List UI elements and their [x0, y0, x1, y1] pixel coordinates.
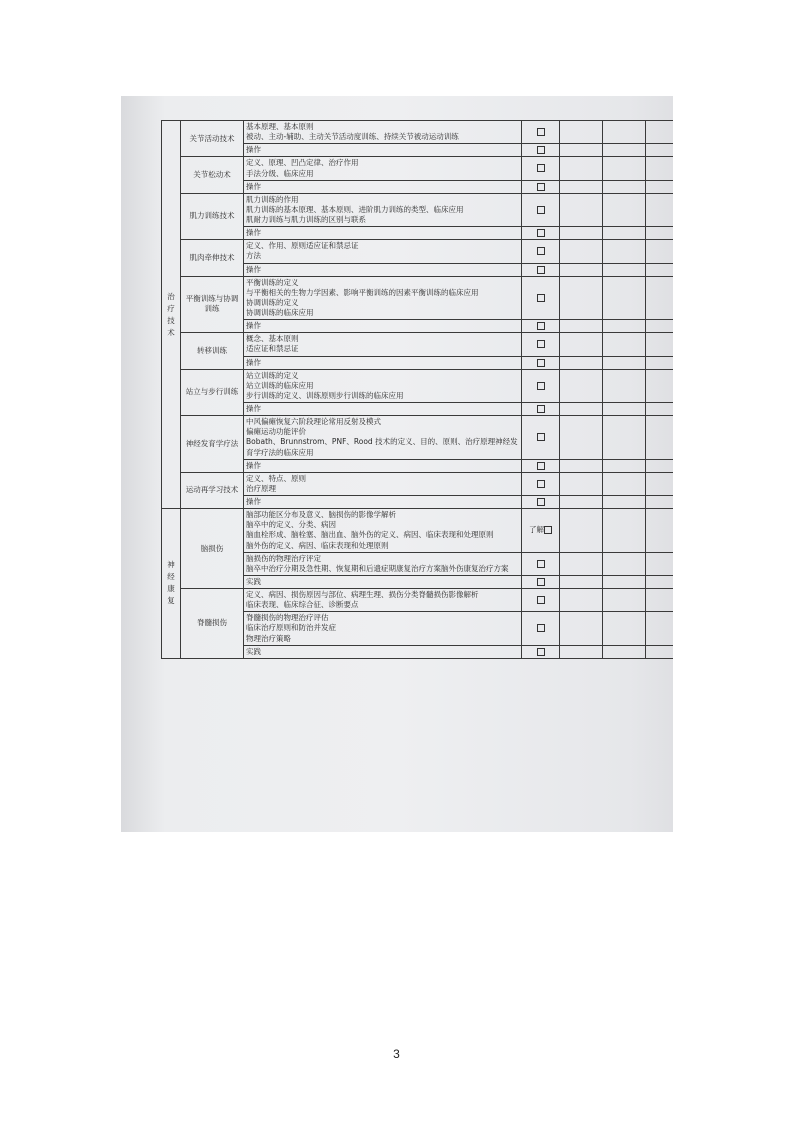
content-line: 方法	[246, 251, 261, 261]
topic-name: 平衡训练与协调训练	[185, 294, 239, 314]
blank-cell	[646, 509, 674, 553]
section-area-label: 神经康复	[167, 560, 175, 606]
blank-cell	[560, 276, 603, 320]
table-row	[162, 193, 674, 226]
content-cell	[244, 472, 522, 495]
checkbox[interactable]	[537, 266, 545, 274]
content-line: 脑卒中治疗分期及急性期、恢复期和后遗症期康复治疗方案脑外伤康复治疗方案	[246, 563, 509, 573]
blank-cell	[646, 144, 674, 157]
blank-cell	[603, 356, 646, 369]
blank-cell	[646, 496, 674, 509]
content-line: 操作	[246, 264, 261, 274]
blank-cell	[603, 496, 646, 509]
content-line: 肌力训练的作用	[246, 194, 299, 204]
topic-name: 站立与步行训练	[185, 387, 239, 397]
blank-cell	[603, 333, 646, 356]
checkbox[interactable]	[537, 480, 545, 488]
blank-cell	[560, 509, 603, 553]
blank-cell	[603, 227, 646, 240]
checkbox[interactable]	[537, 146, 545, 154]
checkbox[interactable]	[537, 648, 545, 656]
content-line: Bobath、Brunnstrom、PNF、Rood 技术的定义、目的、原则、治疗原理神经发育学疗法的临床应用	[246, 437, 518, 457]
table-row	[162, 369, 674, 402]
checkbox[interactable]	[537, 340, 545, 348]
content-line: 平衡训练的定义	[246, 277, 299, 287]
requirement-cell	[522, 369, 560, 402]
table-row	[162, 333, 674, 356]
blank-cell	[560, 575, 603, 588]
requirement-cell	[522, 356, 560, 369]
blank-cell	[560, 552, 603, 575]
blank-cell	[560, 227, 603, 240]
blank-cell	[560, 356, 603, 369]
blank-cell	[603, 180, 646, 193]
content-cell	[244, 240, 522, 263]
blank-cell	[603, 612, 646, 645]
blank-cell	[560, 193, 603, 226]
checkbox[interactable]	[537, 624, 545, 632]
scanned-page-photo	[121, 96, 673, 832]
requirement-label: 了解	[529, 525, 544, 535]
content-cell	[244, 263, 522, 276]
topic-name: 关节活动技术	[189, 133, 235, 143]
checkbox[interactable]	[537, 128, 545, 136]
content-cell	[244, 157, 522, 180]
requirement-cell	[522, 612, 560, 645]
topic-name: 关节松动术	[193, 170, 231, 179]
requirement-cell	[522, 403, 560, 416]
blank-cell	[646, 552, 674, 575]
topic-name: 脊髓损伤	[197, 618, 227, 628]
syllabus-table	[161, 120, 673, 659]
topic-name-cell	[181, 157, 244, 193]
requirement-cell	[522, 496, 560, 509]
requirement-cell	[522, 333, 560, 356]
section-area-label: 治疗技术	[167, 291, 175, 337]
table-row	[162, 121, 674, 144]
requirement-cell	[522, 263, 560, 276]
content-cell	[244, 416, 522, 460]
content-line: 基本原理、基本原则	[246, 122, 314, 131]
content-cell	[244, 552, 522, 575]
content-line: 治疗原理	[246, 483, 276, 493]
section-area-cell	[162, 121, 181, 509]
requirement-cell	[522, 645, 560, 658]
blank-cell	[603, 193, 646, 226]
blank-cell	[603, 320, 646, 333]
table-row	[162, 240, 674, 263]
topic-name: 运动再学习技术	[185, 485, 239, 495]
blank-cell	[646, 645, 674, 658]
blank-cell	[603, 157, 646, 180]
content-cell	[244, 227, 522, 240]
blank-cell	[646, 356, 674, 369]
checkbox[interactable]	[537, 359, 545, 367]
checkbox[interactable]	[537, 247, 545, 255]
checkbox[interactable]	[537, 206, 545, 214]
blank-cell	[560, 589, 603, 612]
checkbox[interactable]	[537, 183, 545, 191]
requirement-cell	[522, 552, 560, 575]
requirement-cell	[522, 180, 560, 193]
checkbox[interactable]	[537, 462, 545, 470]
topic-name-cell	[181, 369, 244, 416]
content-cell	[244, 369, 522, 402]
blank-cell	[646, 263, 674, 276]
blank-cell	[603, 403, 646, 416]
content-line: 中风偏瘫恢复六阶段理论常用反射及模式	[246, 417, 381, 427]
blank-cell	[646, 227, 674, 240]
checkbox[interactable]	[537, 596, 545, 604]
content-cell	[244, 356, 522, 369]
content-line: 协调训练的临床应用	[246, 308, 314, 317]
section-area-cell	[162, 509, 181, 659]
topic-name: 肌力训练技术	[189, 211, 235, 221]
checkbox[interactable]	[537, 382, 545, 390]
content-line: 操作	[246, 145, 261, 155]
content-line: 临床表现、临床综合征、诊断要点	[246, 600, 359, 610]
requirement-cell	[522, 276, 560, 320]
content-cell	[244, 276, 522, 320]
checkbox[interactable]	[537, 229, 545, 237]
requirement-cell	[522, 240, 560, 263]
topic-name-cell	[181, 589, 244, 659]
requirement-cell	[522, 157, 560, 180]
requirement-cell	[522, 589, 560, 612]
blank-cell	[646, 333, 674, 356]
content-line: 脑血栓形成、脑栓塞、脑出血、脑外伤的定义、病因、临床表现和处理原则	[246, 530, 494, 540]
content-line: 偏瘫运动功能评价	[246, 427, 306, 437]
table-row	[162, 509, 674, 553]
checkbox[interactable]	[537, 498, 545, 506]
content-cell	[244, 589, 522, 612]
content-line: 适应证和禁忌证	[246, 344, 299, 354]
blank-cell	[560, 403, 603, 416]
checkbox[interactable]	[537, 433, 545, 441]
content-line: 协调训练的定义	[246, 297, 299, 307]
content-line: 定义、作用、原则适应证和禁忌证	[246, 241, 359, 251]
blank-cell	[646, 369, 674, 402]
content-line: 步行训练的定义、训练原则步行训练的临床应用	[246, 390, 404, 400]
blank-cell	[646, 403, 674, 416]
blank-cell	[603, 472, 646, 495]
blank-cell	[560, 612, 603, 645]
blank-cell	[560, 416, 603, 460]
topic-name: 肌肉牵伸技术	[189, 252, 235, 262]
blank-cell	[603, 416, 646, 460]
requirement-cell	[522, 121, 560, 144]
content-line: 操作	[246, 357, 261, 367]
table-row	[162, 157, 674, 180]
content-line: 物理治疗策略	[246, 633, 291, 643]
blank-cell	[603, 589, 646, 612]
topic-name-cell	[181, 509, 244, 589]
content-line: 实践	[246, 646, 261, 656]
content-cell	[244, 575, 522, 588]
content-line: 操作	[246, 404, 261, 413]
content-line: 操作	[246, 181, 261, 191]
content-cell	[244, 459, 522, 472]
topic-name: 转移训练	[197, 345, 227, 355]
content-line: 操作	[246, 321, 261, 331]
page-number: 3	[393, 1047, 400, 1061]
blank-cell	[646, 575, 674, 588]
checkbox[interactable]	[537, 405, 545, 413]
topic-name-cell	[181, 276, 244, 333]
blank-cell	[560, 472, 603, 495]
checkbox[interactable]	[544, 526, 552, 534]
blank-cell	[603, 575, 646, 588]
blank-cell	[560, 645, 603, 658]
blank-cell	[560, 320, 603, 333]
blank-cell	[646, 320, 674, 333]
checkbox[interactable]	[537, 322, 545, 330]
content-line: 肌力训练的基本原理、基本原则、进阶肌力训练的类型、临床应用	[246, 204, 464, 214]
content-line: 概念、基本原则	[246, 334, 299, 344]
topic-name-cell	[181, 416, 244, 473]
content-line: 临床治疗原则和防治并发症	[246, 623, 336, 633]
blank-cell	[646, 459, 674, 472]
blank-cell	[603, 552, 646, 575]
requirement-cell	[522, 144, 560, 157]
topic-name-cell	[181, 193, 244, 240]
blank-cell	[603, 144, 646, 157]
blank-cell	[560, 369, 603, 402]
blank-cell	[646, 472, 674, 495]
content-cell	[244, 144, 522, 157]
content-line: 手法分级、临床应用	[246, 168, 314, 178]
blank-cell	[560, 333, 603, 356]
blank-cell	[646, 121, 674, 144]
content-line: 站立训练的定义	[246, 370, 299, 380]
blank-cell	[560, 263, 603, 276]
blank-cell	[646, 589, 674, 612]
content-line: 脑卒中的定义、分类、病因	[246, 520, 336, 530]
checkbox[interactable]	[537, 560, 545, 568]
requirement-cell	[522, 227, 560, 240]
content-line: 被动、主动-辅助、主动关节活动度训练、持续关节被动运动训练	[246, 132, 459, 142]
content-line: 操作	[246, 497, 261, 506]
blank-cell	[560, 157, 603, 180]
checkbox[interactable]	[537, 578, 545, 586]
table-row	[162, 276, 674, 320]
content-line: 定义、特点、原则	[246, 473, 306, 483]
topic-name-cell	[181, 472, 244, 508]
blank-cell	[603, 263, 646, 276]
blank-cell	[646, 416, 674, 460]
blank-cell	[603, 276, 646, 320]
content-line: 脑部功能区分布及意义、脑损伤的影像学解析	[246, 510, 396, 520]
content-cell	[244, 193, 522, 226]
content-cell	[244, 333, 522, 356]
content-line: 定义、原理、凹凸定律、治疗作用	[246, 158, 359, 168]
content-line: 操作	[246, 228, 261, 238]
content-line: 与平衡相关的生物力学因素、影响平衡训练的因素平衡训练的临床应用	[246, 287, 479, 297]
blank-cell	[646, 612, 674, 645]
blank-cell	[603, 645, 646, 658]
content-line: 脊髓损伤的物理治疗评估	[246, 613, 329, 623]
topic-name-cell	[181, 333, 244, 369]
content-line: 脑外伤的定义、病因、临床表现和处理原则	[246, 540, 389, 550]
content-line: 定义、病因、损伤原因与部位、病理生理、损伤分类脊髓损伤影像解析	[246, 590, 479, 599]
checkbox[interactable]	[537, 164, 545, 172]
content-line: 肌耐力训练与肌力训练的区别与联系	[246, 215, 366, 224]
blank-cell	[646, 193, 674, 226]
blank-cell	[603, 509, 646, 553]
topic-name: 神经发育学疗法	[185, 438, 239, 448]
topic-name-cell	[181, 240, 244, 276]
content-cell	[244, 121, 522, 144]
blank-cell	[646, 180, 674, 193]
blank-cell	[646, 240, 674, 263]
content-line: 站立训练的临床应用	[246, 380, 314, 390]
content-cell	[244, 320, 522, 333]
content-cell	[244, 612, 522, 645]
table-row	[162, 416, 674, 460]
syllabus-table-body	[162, 121, 674, 659]
topic-name: 脑损伤	[200, 543, 224, 553]
content-line: 脑损伤的物理治疗评定	[246, 553, 321, 563]
requirement-cell	[522, 472, 560, 495]
blank-cell	[603, 369, 646, 402]
topic-name-cell	[181, 121, 244, 157]
requirement-cell	[522, 320, 560, 333]
content-cell	[244, 645, 522, 658]
blank-cell	[560, 121, 603, 144]
content-line: 操作	[246, 460, 261, 470]
blank-cell	[603, 121, 646, 144]
blank-cell	[560, 240, 603, 263]
blank-cell	[646, 276, 674, 320]
content-cell	[244, 180, 522, 193]
blank-cell	[603, 240, 646, 263]
content-cell	[244, 496, 522, 509]
content-line: 实践	[246, 576, 261, 586]
requirement-cell	[522, 193, 560, 226]
requirement-cell	[522, 459, 560, 472]
checkbox[interactable]	[537, 294, 545, 302]
blank-cell	[560, 180, 603, 193]
requirement-cell	[522, 416, 560, 460]
requirement-cell	[522, 509, 560, 553]
requirement-cell	[522, 575, 560, 588]
table-row	[162, 472, 674, 495]
content-cell	[244, 509, 522, 553]
content-cell	[244, 403, 522, 416]
blank-cell	[560, 496, 603, 509]
blank-cell	[603, 459, 646, 472]
blank-cell	[646, 157, 674, 180]
blank-cell	[560, 459, 603, 472]
table-row	[162, 589, 674, 612]
blank-cell	[560, 144, 603, 157]
